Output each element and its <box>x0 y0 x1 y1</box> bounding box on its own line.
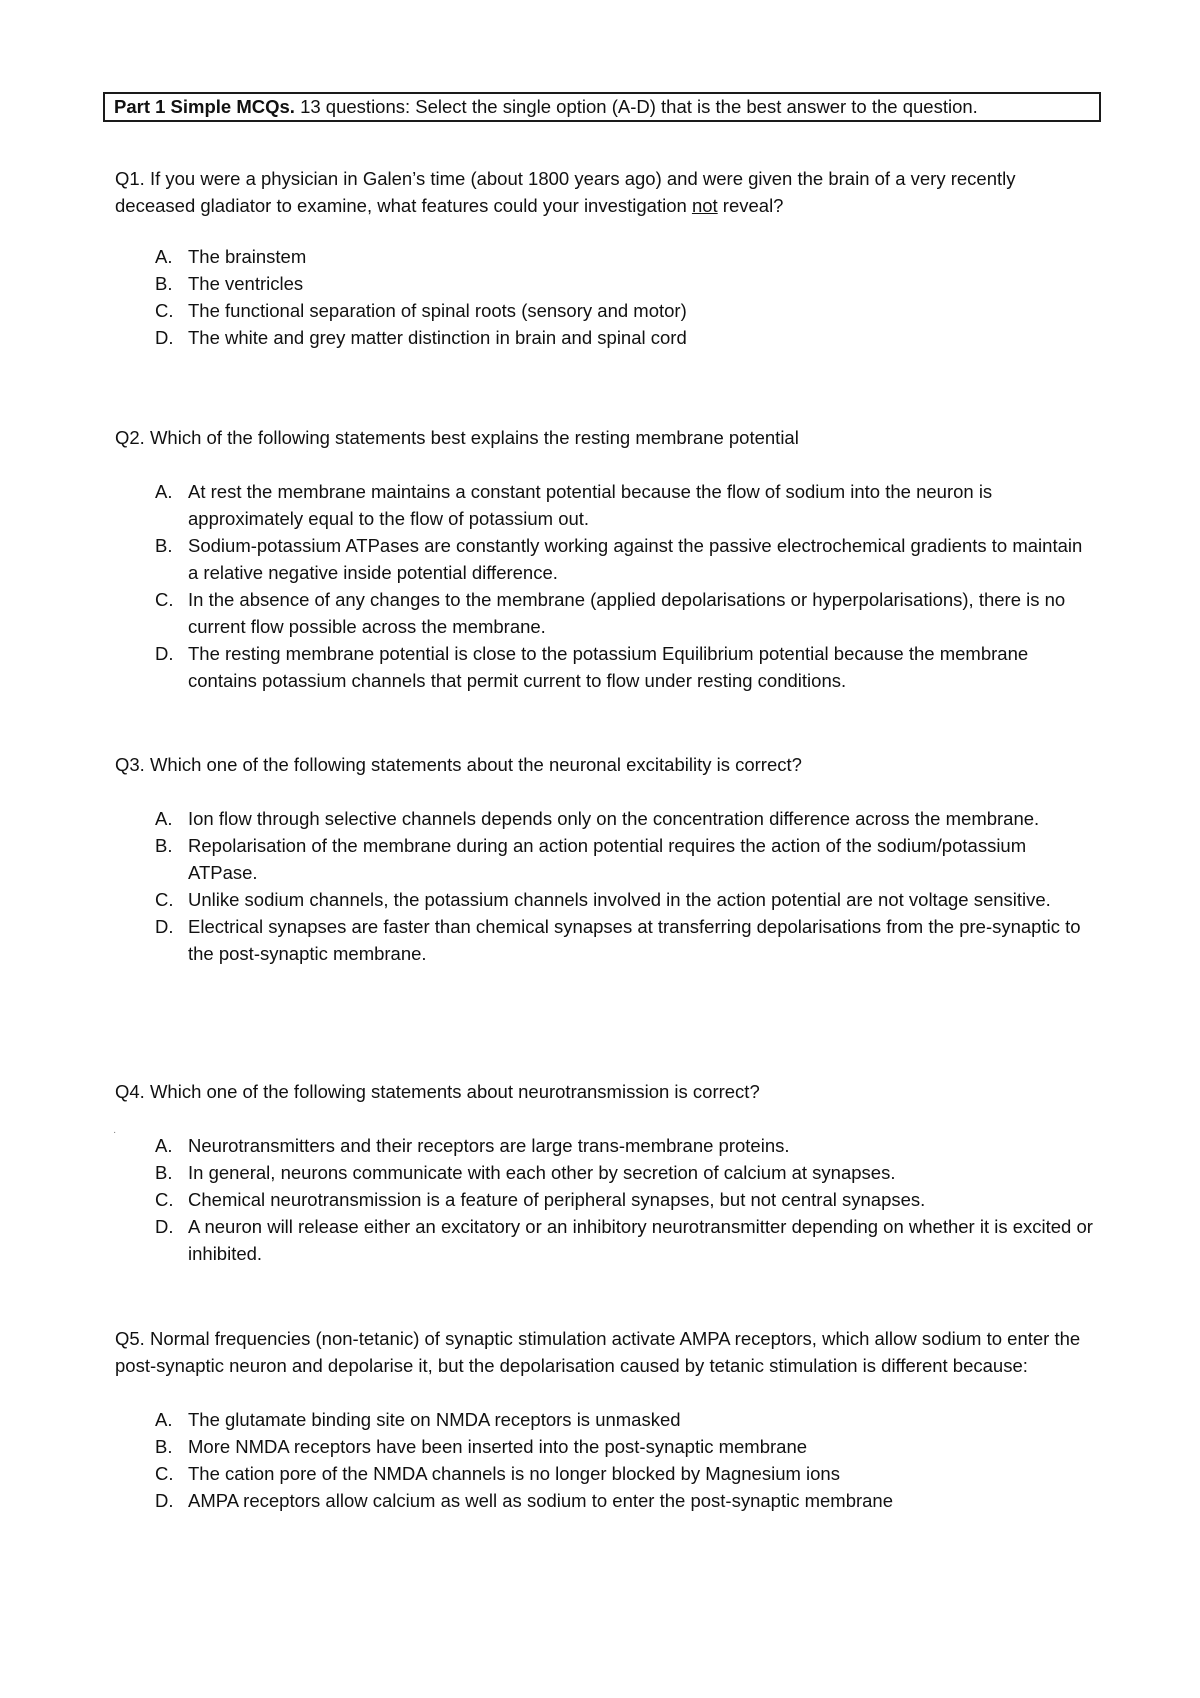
option-c: C. Unlike sodium channels, the potassium channels involved in the action potential are not voltage sensitive. <box>155 889 1051 910</box>
option-a: A. Neurotransmitters and their receptors are large trans-membrane proteins. <box>155 1135 790 1156</box>
option-b: B. More NMDA receptors have been inserted into the post-synaptic membrane <box>155 1436 808 1457</box>
option-a: A. Ion flow through selective channels depends only on the concentration difference across the membrane. <box>155 808 1040 829</box>
question-1-stem: Q1. If you were a physician in Galen’s time (about 1800 years ago) and were given the brain of a very recently deceased gladiator to examine, what features could your investigation not reveal? <box>115 168 1016 216</box>
part-header <box>103 92 1101 122</box>
question-4-stem: Q4. Which one of the following statements about neurotransmission is correct? <box>115 1081 760 1102</box>
option-b: B. The ventricles <box>155 273 304 294</box>
option-d: D. Electrical synapses are faster than chemical synapses at transferring depolarisations from the pre-synaptic to the post-synaptic membrane. <box>155 916 1081 964</box>
option-a: A. The brainstem <box>155 246 307 267</box>
question-4 <box>115 1078 1095 1267</box>
option-b: B. In general, neurons communicate with each other by secretion of calcium at synapses. <box>155 1162 896 1183</box>
question-2-stem: Q2. Which of the following statements best explains the resting membrane potential <box>115 427 799 448</box>
emphasis-not: not <box>691 195 718 216</box>
question-1-options <box>115 243 1095 351</box>
option-c: C. Chemical neurotransmission is a feature of peripheral synapses, but not central synapses. <box>155 1189 926 1210</box>
option-d: D. AMPA receptors allow calcium as well as sodium to enter the post-synaptic membrane <box>155 1490 894 1511</box>
part-header-title: Part 1 Simple MCQs. <box>114 96 295 117</box>
option-d: D. A neuron will release either an excitatory or an inhibitory neurotransmitter depending on whether it is excited or inhibited. <box>155 1216 1093 1264</box>
question-2 <box>115 424 1095 694</box>
question-1 <box>115 165 1095 351</box>
option-d: D. The white and grey matter distinction in brain and spinal cord <box>155 327 687 348</box>
option-c: C. In the absence of any changes to the membrane (applied depolarisations or hyperpolarisations), there is no current flow possible across the membrane. <box>155 589 1066 637</box>
option-b: B. Repolarisation of the membrane during an action potential requires the action of the sodium/potassium ATPase. <box>155 835 1027 883</box>
stray-mark: · <box>113 1127 117 1138</box>
option-a: A. At rest the membrane maintains a constant potential because the flow of sodium into the neuron is approximately equal to the flow of potassium out. <box>155 481 993 529</box>
question-3-options <box>115 805 1095 967</box>
option-a: A. The glutamate binding site on NMDA receptors is unmasked <box>155 1409 681 1430</box>
question-4-options <box>115 1132 1095 1267</box>
question-2-options <box>115 478 1095 694</box>
question-5-options <box>115 1406 1095 1514</box>
option-b: B. Sodium-potassium ATPases are constantly working against the passive electrochemical gradients to maintain a relative negative inside potential difference. <box>155 535 1083 583</box>
question-3-stem: Q3. Which one of the following statements about the neuronal excitability is correct? <box>115 754 802 775</box>
question-5 <box>115 1325 1095 1514</box>
option-d: D. The resting membrane potential is close to the potassium Equilibrium potential because the membrane contains potassium channels that permit current to flow under resting conditions. <box>155 643 1029 691</box>
option-c: C. The cation pore of the NMDA channels is no longer blocked by Magnesium ions <box>155 1463 840 1484</box>
question-3 <box>115 751 1095 967</box>
question-5-stem: Q5. Normal frequencies (non-tetanic) of synaptic stimulation activate AMPA receptors, which allow sodium to enter the post-synaptic neuron and depolarise it, but the depolarisation caused by tetanic stimulation is different because: <box>115 1328 1081 1376</box>
option-c: C. The functional separation of spinal roots (sensory and motor) <box>155 300 687 321</box>
part-header-instructions: 13 questions: Select the single option (A-D) that is the best answer to the question. <box>294 96 978 117</box>
